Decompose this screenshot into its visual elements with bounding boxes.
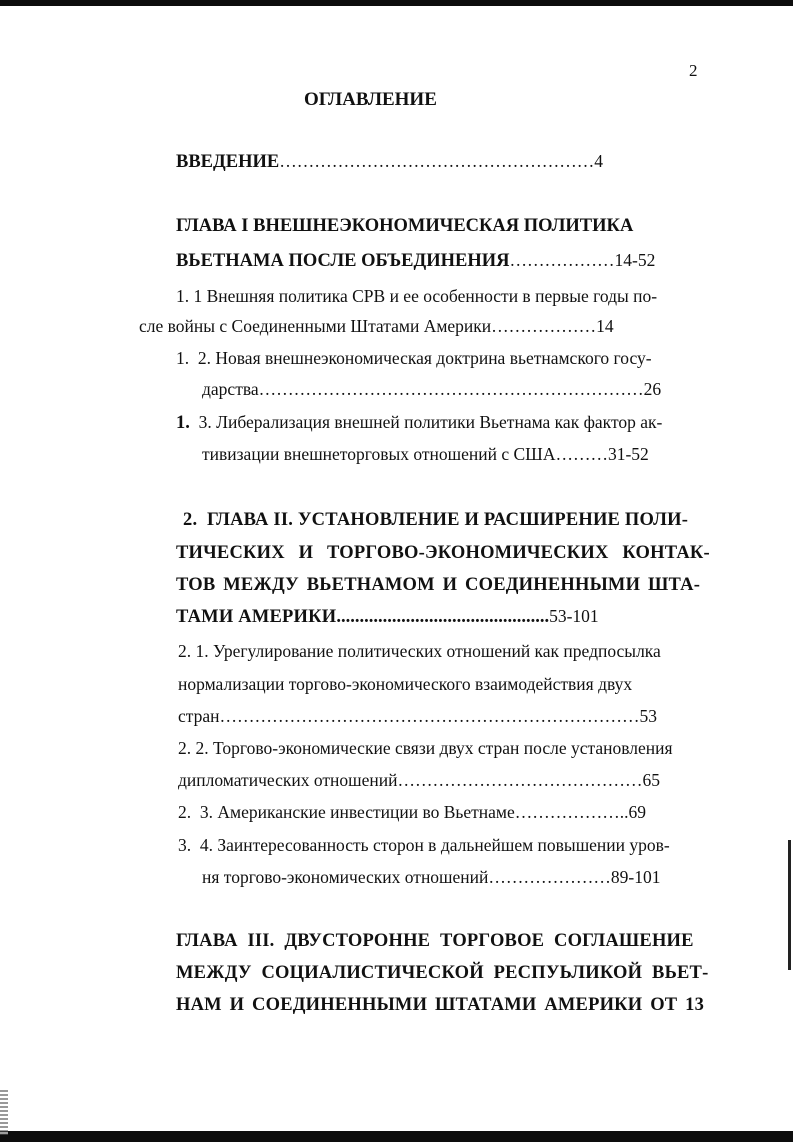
section-1-3-number: 1.: [176, 413, 190, 433]
section-1-3-line-1: [176, 412, 662, 434]
scan-artifact-right: [788, 840, 791, 970]
section-2-4-line-2: [202, 867, 660, 888]
chapter-2-heading-line-2: ТИЧЕСКИХ И ТОРГОВО-ЭКОНОМИЧЕСКИХ КОНТАК-: [176, 543, 710, 563]
section-1-1-leader: ………………: [491, 316, 597, 336]
section-1-2-page: 26: [643, 379, 662, 399]
chapter-3-heading-line-2: МЕЖДУ СОЦИАЛИСТИЧЕСКОЙ РЕСПУЬЛИКОЙ ВЬЕТ-: [176, 963, 709, 983]
section-2-4-number: 3.: [178, 835, 192, 855]
chapter-2-number: 2.: [183, 510, 198, 530]
chapter-2-leader: ..............................................: [336, 607, 550, 627]
section-1-2-text: 2. Новая внешнеэкономическая доктрина вьетнамского госу-: [197, 348, 652, 368]
section-2-2-line-2: [178, 770, 660, 791]
section-1-1-line-2: [139, 316, 614, 337]
section-2-2-text-2: дипломатических отношений: [178, 770, 398, 790]
section-2-2-page: 65: [642, 770, 660, 790]
section-2-3-text: 3. Американские инвестиции во Вьетнаме: [199, 802, 515, 822]
section-2-3-line: [178, 802, 646, 823]
chapter-1-pages: 14-52: [614, 250, 656, 270]
chapter-1-heading-line-1: ГЛАВА I ВНЕШНЕЭКОНОМИЧЕСКАЯ ПОЛИТИКА: [176, 216, 634, 236]
section-1-2-line-2: [202, 379, 661, 400]
section-1-2-number: 1.: [176, 348, 190, 368]
section-1-3-text-2: тивизации внешнеторговых отношений с США: [202, 444, 556, 464]
section-2-4-page: 89-101: [610, 867, 661, 887]
toc-entry-introduction: [176, 151, 603, 173]
section-2-1-page: 53: [639, 706, 658, 726]
chapter-1-heading-text: ВЬЕТНАМА ПОСЛЕ ОБЪЕДИНЕНИЯ: [176, 251, 510, 271]
section-1-1-line-1: 1. 1 Внешняя политика СРВ и ее особенности в первые годы по-: [176, 286, 658, 306]
chapter-2-heading-line-4: [176, 606, 599, 628]
section-1-3-leader: ………: [555, 444, 608, 464]
section-1-1-text: сле войны с Соединенными Штатами Америки: [139, 316, 492, 336]
scan-artifact-left: [0, 1090, 8, 1135]
chapter-2-heading-line-1: [183, 510, 688, 531]
section-1-3-text: 3. Либерализация внешней политики Вьетнама как фактор ак-: [198, 412, 663, 432]
section-2-4-leader: …………………: [488, 867, 611, 887]
section-2-2-leader: ……………………………………: [397, 770, 643, 790]
chapter-3-heading-line-1: ГЛАВА III. ДВУСТОРОННЕ ТОРГОВОЕ СОГЛАШЕНИЕ: [176, 931, 694, 951]
chapter-1-heading-line-2: [176, 250, 655, 272]
chapter-2-heading-text-4: ТАМИ АМЕРИКИ: [176, 607, 337, 627]
section-1-2-line-1: [176, 348, 652, 369]
page-title: ОГЛАВЛЕНИЕ: [304, 89, 437, 110]
intro-title: ВВЕДЕНИЕ: [176, 152, 280, 172]
section-2-3-leader: ………………..: [514, 802, 629, 822]
section-2-4-text-2: ня торгово-экономических отношений: [202, 867, 489, 887]
intro-leader: ………………………………………………: [279, 151, 595, 171]
section-2-1-leader: ………………………………………………………………: [219, 706, 640, 726]
intro-page: 4: [594, 151, 603, 171]
chapter-3-heading-line-3: НАМ И СОЕДИНЕННЫМИ ШТАТАМИ АМЕРИКИ ОТ 13: [176, 995, 705, 1015]
section-1-3-page: 31-52: [607, 444, 649, 464]
scan-border-bottom: [0, 1131, 793, 1142]
page-number: 2: [689, 61, 698, 80]
section-2-4-text: 4. Заинтересованность сторон в дальнейшем повышении уров-: [199, 835, 670, 855]
section-1-3-line-2: [202, 444, 649, 465]
section-2-1-text-3: стран: [178, 706, 220, 726]
section-1-1-page: 14: [596, 316, 614, 336]
section-2-1-line-3: [178, 706, 657, 727]
chapter-2-pages: 53-101: [549, 606, 599, 626]
section-2-2-line-1: 2. 2. Торгово-экономические связи двух стран после установления: [178, 738, 673, 758]
chapter-1-leader: ………………: [509, 250, 615, 270]
section-2-1-line-2: нормализации торгово-экономического взаимодействия двух: [178, 674, 633, 694]
chapter-2-heading-text-1: ГЛАВА II. УСТАНОВЛЕНИЕ И РАСШИРЕНИЕ ПОЛИ-: [206, 510, 689, 530]
chapter-2-heading-line-3: ТОВ МЕЖДУ ВЬЕТНАМОМ И СОЕДИНЕННЫМИ ШТА-: [176, 575, 701, 595]
section-1-2-text-2: дарства: [202, 379, 259, 399]
section-2-4-line-1: [178, 835, 670, 856]
section-2-3-number: 2.: [178, 802, 192, 822]
section-1-2-leader: …………………………………………………………: [258, 379, 644, 399]
section-2-3-page: 69: [628, 802, 647, 822]
scan-border-top: [0, 0, 793, 6]
section-2-1-line-1: 2. 1. Урегулирование политических отношений как предпосылка: [178, 641, 661, 661]
